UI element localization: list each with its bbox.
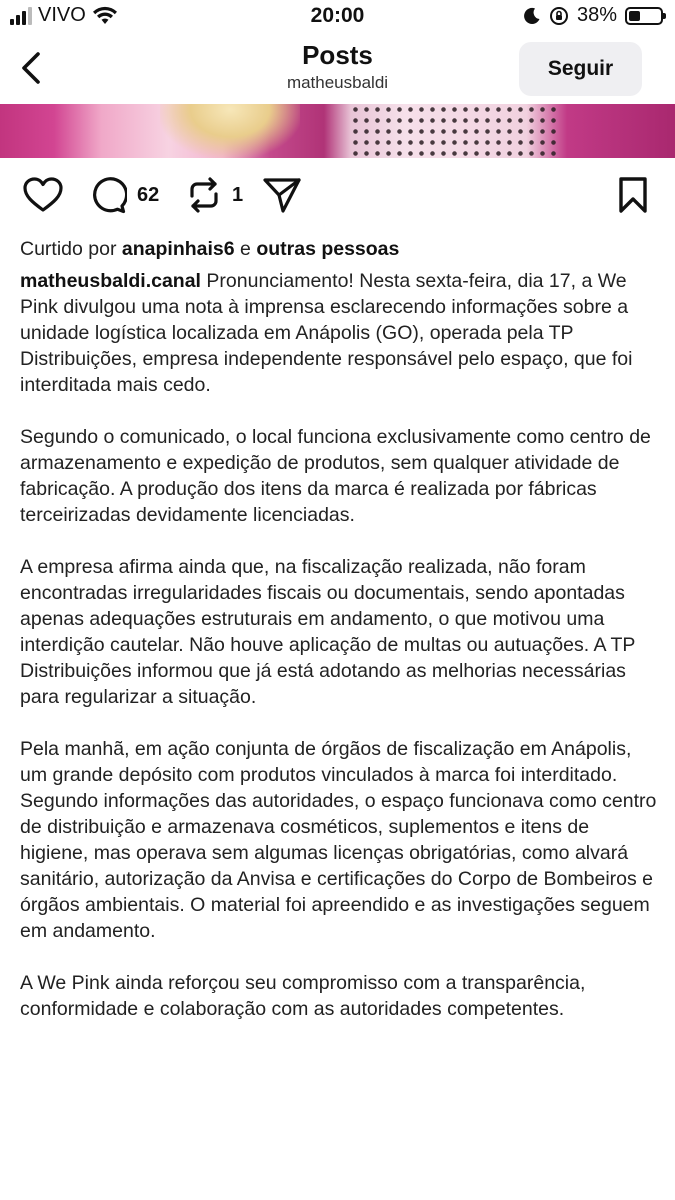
share-button[interactable] xyxy=(262,176,302,214)
status-right xyxy=(523,4,663,27)
send-icon xyxy=(262,176,302,214)
liked-by-line xyxy=(20,238,399,261)
liked-by-others[interactable]: outras pessoas xyxy=(256,238,400,260)
orientation-lock-icon xyxy=(549,6,569,26)
caption-paragraph: A empresa afirma ainda que, na fiscalização realizada, não foram encontradas irregularidades fiscais ou documentais, sendo apontadas apenas adequações estruturais em andamento, o que motivou uma interdição cautelar. Não houve aplicação de multas ou autuações. A TP Distribuições informou que já está adotando as melhorias necessárias para regularizar a situação. xyxy=(20,556,636,708)
post-caption xyxy=(20,268,660,1048)
battery-icon xyxy=(625,7,663,25)
comment-button[interactable] xyxy=(89,176,159,214)
like-button[interactable] xyxy=(22,176,64,214)
comment-bubble-icon xyxy=(89,176,127,214)
save-button[interactable] xyxy=(617,176,649,214)
moon-icon xyxy=(523,7,541,25)
comments-count: 62 xyxy=(137,183,160,206)
caption-paragraph xyxy=(20,268,660,398)
repost-button[interactable] xyxy=(186,176,243,214)
caption-paragraph: Segundo o comunicado, o local funciona exclusivamente como centro de armazenamento e expedição de produtos, sem qualquer atividade de fabricação. A produção dos itens da marca é realizada por fábricas terceirizadas devidamente licenciadas. xyxy=(20,426,651,526)
caption-paragraph: Pela manhã, em ação conjunta de órgãos de fiscalização em Anápolis, um grande depósito com produtos vinculados à marca foi interditado. Segundo informações das autoridades, o espaço funcionava como centro de distribuição e armazenava cosméticos, suplementos e itens de higiene, mas operava sem algumas licenças obrigatórias, como alvará sanitário, autorização da Anvisa e certificações do Corpo de Bombeiros e órgãos ambientais. O material foi apreendido e as investigações seguem em andamento. xyxy=(20,738,657,942)
page-title: Posts xyxy=(302,40,373,70)
header xyxy=(0,34,675,104)
reposts-count: 1 xyxy=(232,183,244,206)
liked-by-user[interactable]: anapinhais6 xyxy=(121,238,235,260)
repost-icon xyxy=(186,176,222,214)
post-actions xyxy=(0,176,675,220)
liked-by-connector: e xyxy=(240,238,251,260)
caption-paragraph: A We Pink ainda reforçou seu compromisso com a transparência, conformidade e colaboração com as autoridades competentes. xyxy=(20,972,586,1020)
heart-icon xyxy=(22,176,64,214)
status-time: 20:00 xyxy=(310,4,365,27)
caption-text: Pronunciamento! Nesta sexta-feira, dia 17, a We Pink divulgou uma nota à imprensa esclarecendo informações sobre a unidade logística localizada em Anápolis (GO), operada pela TP Distribuições, empresa independente responsável pelo espaço, que foi interditada mais cedo. xyxy=(20,270,633,396)
post-image[interactable] xyxy=(0,104,675,158)
page-subtitle-username[interactable]: matheusbaldi xyxy=(286,73,389,92)
liked-by-prefix: Curtido por xyxy=(20,238,117,260)
battery-percent: 38% xyxy=(576,4,617,26)
status-bar xyxy=(0,0,675,34)
bookmark-icon xyxy=(617,176,649,214)
follow-button[interactable]: Seguir xyxy=(519,42,642,96)
carrier-name: VIVO xyxy=(38,4,86,26)
caption-author[interactable]: matheusbaldi.canal xyxy=(20,270,201,292)
